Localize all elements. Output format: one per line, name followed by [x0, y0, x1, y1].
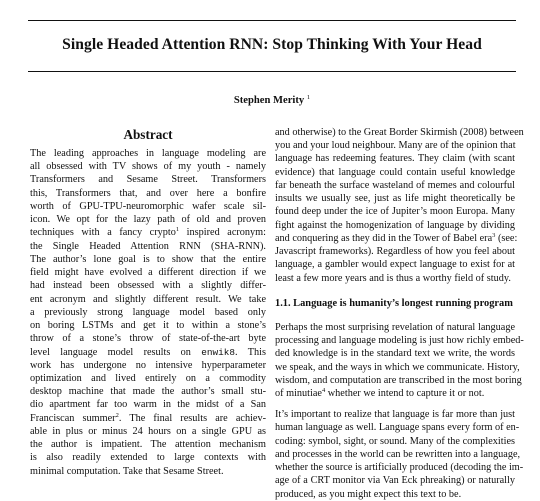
section-paragraph-1 [275, 321, 524, 400]
author-footnote-mark: 1 [306, 94, 311, 101]
text-line: age of a CRT monitor via Van Eck phreaking) or naturally [275, 475, 515, 487]
text-line: coding: symbol, sight, or sound. Many of the complexities [275, 435, 515, 447]
text-line: able in plus or minus 24 hours on a single GPU as [30, 425, 266, 437]
text-line: language has redeeming features. They claim (with scant [275, 153, 515, 165]
abstract-heading: Abstract [123, 127, 173, 142]
author-line [28, 94, 516, 106]
text-line: Perhaps the most surprising revelation of natural language [275, 321, 515, 333]
text-line: level language model results on enwik8. This [30, 346, 266, 358]
text-line: least a few more years and is thus a worthy field of study. [275, 272, 511, 284]
text-line: processing and language modeling is just how richly embed- [275, 335, 524, 347]
text-line: this, Transformers that, and over here a bonfire [30, 187, 266, 199]
text-line: a previously strong language model based only [30, 306, 266, 318]
text-line: and processes in the world can be rewritten into a language, [275, 448, 521, 460]
text-line: you and your loud neighbour. Many are of the opinion that [275, 140, 516, 152]
title-bottom-rule [28, 71, 516, 72]
abstract-body [30, 147, 266, 478]
text-line: whether the source is artificially produced (decoding the im- [275, 462, 524, 474]
text-line: language, a gambler would expect language to exist for at [275, 259, 515, 271]
text-line: field might have evolved a different direction if we [30, 267, 266, 279]
text-line: is also readily extended to large contexts with [30, 452, 266, 464]
text-line: optimization and lived entirely on a commodity [30, 372, 266, 384]
text-line: Franciscan summer$^2$. The final results are achiev- [30, 411, 267, 424]
abstract-lines [30, 147, 266, 478]
text-line: worth of GPU-TPU-neuromorphic wafer scale sil- [30, 200, 266, 212]
text-line: icon. We opt for the lazy path of old and proven [30, 214, 266, 226]
text-line: all obsessed with TV shows of my youth - namely [30, 161, 266, 173]
text-line: found deep under the ice of Jupiter’s moon Europa. Many [275, 206, 515, 218]
text-line: far beneath the surface wasteland of memes and colourful [275, 179, 515, 191]
text-line: evidence) that language could contain useful knowledge [275, 166, 515, 178]
text-line: Javascript frameworks). Regardless of how you feel about [275, 246, 515, 258]
text-line: Transformers and Sesame Street. Transformers [30, 174, 266, 186]
footnote-mark: 3 [492, 231, 496, 239]
paragraph-gap [275, 400, 515, 408]
text-line: wisdom, and computation are transcribed in the most boring [275, 374, 522, 386]
text-line: fight against the homogenization of language by dividing [275, 219, 515, 231]
text-line: The author’s lone goal is to show that the entire [30, 253, 266, 265]
text-line: produced, as you might expect this text to be. [275, 488, 462, 500]
section-heading: 1.1. Language is humanity’s longest running program [275, 297, 513, 309]
text-line: desktop machine that made the author’s small stu- [30, 386, 266, 398]
text-line: dio apartment far too warm in the midst of a San [30, 399, 266, 411]
intro-paragraph [275, 126, 524, 285]
text-line: the author is impatient. The attention mechanism [30, 439, 266, 451]
text-line: the Single Headed Attention RNN (SHA-RNN). [30, 240, 266, 252]
title-top-rule [28, 20, 516, 21]
text-line: of minutiae$^4$ whether we intend to capture it or not. [275, 386, 485, 399]
text-line: It’s important to realize that language is far more than just [275, 409, 515, 421]
right-column [275, 126, 524, 501]
text-line: had instead been obsessed with a slightly differ- [30, 280, 266, 292]
text-line: insults we usually see, just as life might theoretically be [275, 193, 515, 205]
section-paragraph-2 [275, 408, 524, 501]
text-line: throw of a stone’s throw of state-of-the-art byte [30, 333, 266, 345]
text-line: on boring LSTMs and get it to within a stone’s [30, 320, 266, 332]
code-term: enwik8 [201, 346, 236, 358]
author-name: Stephen Merity [233, 95, 305, 106]
text-line: human language as well. Language spans every form of en- [275, 422, 520, 434]
text-line: work has undergone no intensive hyperparameter [30, 359, 266, 371]
text-line: The leading approaches in language modeling are [30, 148, 266, 159]
paper-title: Single Headed Attention RNN: Stop Thinking With Your Head [62, 36, 482, 53]
footnote-mark: 4 [321, 386, 326, 394]
text-line: minimal computation. Take that Sesame Street. [30, 465, 224, 477]
footnote-mark: 1 [175, 226, 180, 234]
text-line: and conquering as they did in the Tower of Babel era$^3$ (see: [275, 231, 518, 244]
text-line: and otherwise) to the Great Border Skirmish (2008) between [275, 127, 524, 138]
text-line: we speak, and the ways in which we communicate. History, [275, 361, 520, 373]
footnote-mark: 2 [115, 411, 119, 419]
text-line: techniques with a fancy crypto$^1$ inspired acronym: [30, 226, 266, 239]
text-line: ded knowledge is in the standard text we write, the words [275, 348, 515, 360]
text-line: ent acronym and slightly different result. We take [30, 293, 266, 305]
